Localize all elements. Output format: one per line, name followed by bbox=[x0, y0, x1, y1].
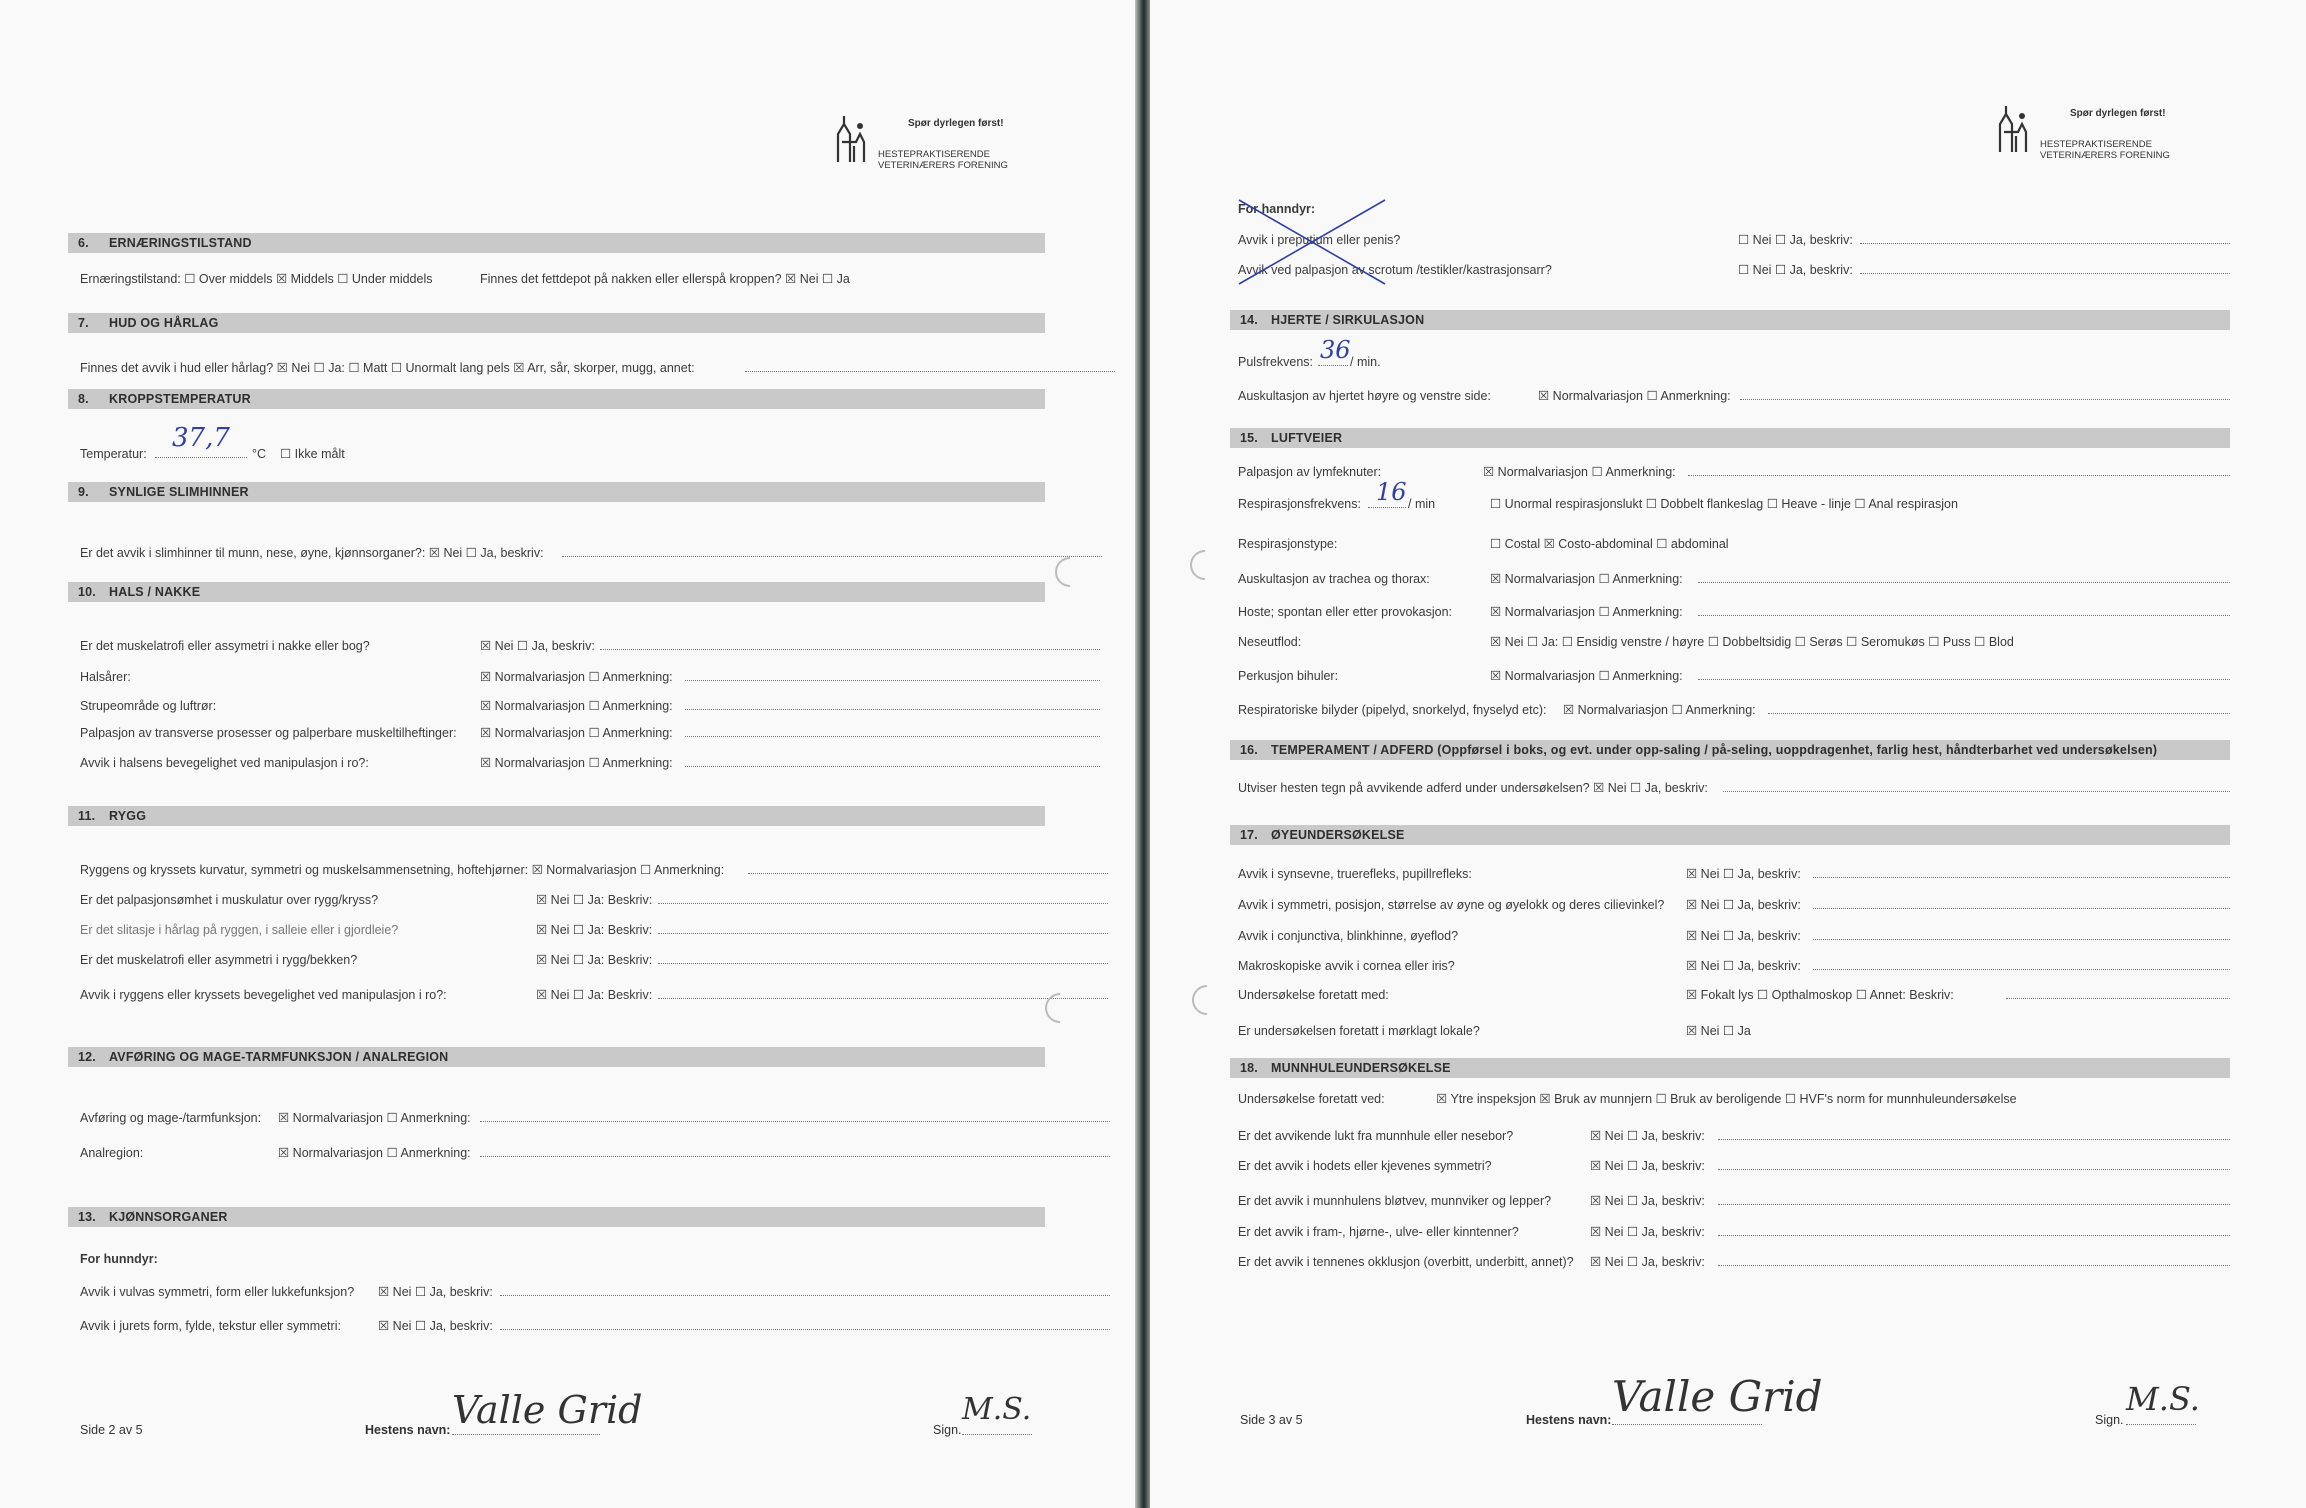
pulse-label: Pulsfrekvens: bbox=[1238, 355, 1314, 369]
not-measured-checkbox[interactable]: ☐ Ikke målt bbox=[280, 447, 345, 461]
sign-handwritten: M.S. bbox=[2126, 1380, 2200, 1418]
horse-name-handwritten: Valle Grid bbox=[452, 1388, 643, 1432]
page-number: Side 2 av 5 bbox=[80, 1423, 143, 1437]
section-header-18: 18. MUNNHULEUNDERSØKELSE bbox=[1230, 1058, 2230, 1078]
punch-hole bbox=[1184, 544, 1226, 586]
horse-rider-icon bbox=[830, 112, 870, 168]
pulse-value: 36 bbox=[1320, 336, 1351, 364]
horse-name-handwritten: Valle Grid bbox=[1612, 1372, 1823, 1421]
horse-rider-icon bbox=[1992, 102, 2032, 158]
section-header-10: 10. HALS / NAKKE bbox=[68, 582, 1045, 602]
form-page-2: Spør dyrlegen først! HESTEPRAKTISERENDE VETERINÆRERS FORENING 6. ERNÆRINGSTILSTAND Ernæringstilstand: ☐ Over middels ☒ Middels ☐ Under middels Finnes det fettdepot på nakken eller ellerspå kroppen? ☒ Nei ☐ Ja 7. HUD OG HÅRLAG Finnes det avvik i hud eller hårlag? ☒ Nei ☐ Ja: ☐ Matt ☐ Unormalt lang pels ☒ Arr, sår, skorper, mugg, annet: 8. KROPPSTEMPERATUR Temperatur: 37,7 °C ☐ Ikke målt 9. SYNLIGE SLIMHINNER Er det avvik i slimhinner til munn, nese, øyne, kjønnsorganer?: ☒ Nei ☐ Ja, beskriv: 10. HALS / NAKKE Er det muskelatrofi eller assymetri i nakke eller bog? ☒ Nei ☐ Ja, beskriv: Halsårer: ☒ Normalvariasjon ☐ Anmerkning: Strupeområde og luftrør: ☒ Normalvariasjon ☐ Anmerkning: Palpasjon av transverse prosesser og palperbare muskeltilheftinger: ☒ Normalvariasjon ☐ Anmerkning: Avvik i halsens bevegelighet ved manipulasjon i ro?: ☒ Normalvariasjon ☐ Anmerkning: 11. RYGG Ryggens og kryssets kurvatur, symmetri og muskelsammensetning, hoftehjørner: ☒ Normalvariasjon ☐ Anmerkning: Er det palpasjonsømhet i muskulatur over rygg/kryss? ☒ Nei ☐ Ja: Beskriv: Er det slitasje i hårlag på ryggen, i salleie eller i gjordleie? ☒ Nei ☐ Ja: Beskriv: Er det muskelatrofi eller asymmetri i rygg/bekken? ☒ Nei ☐ Ja: Beskriv: Avvik i ryggens eller kryssets bevegelighet ved manipulasjon i ro?: ☒ Nei ☐ Ja: Beskriv: 12. AVFØRING OG MAGE-TARMFUNKSJON / ANALREGION Avføring og mage-/tarmfunksjon: ☒ Normalvariasjon ☐ Anmerkning: Analregion: ☒ Normalvariasjon ☐ Anmerkning: 13. KJØNNSORGANER For hunndyr: Avvik i vulvas symmetri, form eller lukkefunksjon? ☒ Nei ☐ Ja, beskriv: Avvik i jurets form, fylde, tekstur eller symmetri: ☒ Nei ☐ Ja, beskriv: Side 2 av 5 Hestens navn: Valle Grid Sign. M.S. bbox=[0, 0, 1135, 1508]
nutrition-state-question[interactable]: Ernæringstilstand: ☐ Over middels ☒ Middels ☐ Under middels bbox=[80, 272, 433, 286]
temperature-label: Temperatur: bbox=[80, 447, 147, 461]
fat-deposit-question[interactable]: Finnes det fettdepot på nakken eller ellerspå kroppen? ☒ Nei ☐ Ja bbox=[480, 272, 850, 286]
page-number: Side 3 av 5 bbox=[1240, 1413, 1303, 1427]
book-binding-gutter bbox=[1135, 0, 1150, 1508]
sign-label: Sign. bbox=[933, 1423, 962, 1437]
logo-tagline: Spør dyrlegen først! bbox=[908, 118, 1004, 129]
punch-hole bbox=[1186, 979, 1228, 1021]
section-header-6: 6. ERNÆRINGSTILSTAND bbox=[68, 233, 1045, 253]
section-header-13: 13. KJØNNSORGANER bbox=[68, 1207, 1045, 1227]
temperature-unit: °C bbox=[252, 447, 267, 461]
section-header-12: 12. AVFØRING OG MAGE-TARMFUNKSJON / ANALREGION bbox=[68, 1047, 1045, 1067]
horse-name-label: Hestens navn: bbox=[365, 1423, 451, 1437]
resp-rate-value: 16 bbox=[1376, 478, 1407, 506]
mucous-membrane-notes[interactable] bbox=[562, 545, 1102, 557]
skin-coat-notes[interactable] bbox=[745, 360, 1115, 372]
skin-coat-question[interactable]: Finnes det avvik i hud eller hårlag? ☒ Nei ☐ Ja: ☐ Matt ☐ Unormalt lang pels ☒ Arr, sår, skorper, mugg, annet: bbox=[80, 361, 695, 375]
sign-handwritten: M.S. bbox=[962, 1392, 1032, 1427]
section-header-17: 17. ØYEUNDERSØKELSE bbox=[1230, 825, 2230, 845]
section-header-7: 7. HUD OG HÅRLAG bbox=[68, 313, 1045, 333]
section-header-8: 8. KROPPSTEMPERATUR bbox=[68, 389, 1045, 409]
hvf-logo bbox=[830, 112, 1030, 172]
section-header-15: 15. LUFTVEIER bbox=[1230, 428, 2230, 448]
s13-sub-male: For hanndyr: bbox=[1238, 202, 1316, 216]
hvf-logo bbox=[1992, 102, 2192, 162]
section-header-14: 14. HJERTE / SIRKULASJON bbox=[1230, 310, 2230, 330]
section-header-11: 11. RYGG bbox=[68, 806, 1045, 826]
form-page-3: Spør dyrlegen først! HESTEPRAKTISERENDE VETERINÆRERS FORENING For hanndyr: Avvik i preputium eller penis? ☐ Nei ☐ Ja, beskriv: Avvik ved palpasjon av scrotum /testikler/kastrasjonsarr? ☐ Nei ☐ Ja, beskriv: 14. HJERTE / SIRKULASJON Pulsfrekvens: 36 / min. Auskultasjon av hjertet høyre og venstre side: ☒ Normalvariasjon ☐ Anmerkning: 15. LUFTVEIER Palpasjon av lymfeknuter: ☒ Normalvariasjon ☐ Anmerkning: Respirasjonsfrekvens: 16 / min ☐ Unormal respirasjonslukt ☐ Dobbelt flankeslag ☐ Heave - linje ☐ Anal respirasjon Respirasjonstype: ☐ Costal ☒ Costo-abdominal ☐ abdominal Auskultasjon av trachea og thorax: ☒ Normalvariasjon ☐ Anmerkning: Hoste; spontan eller etter provokasjon: ☒ Normalvariasjon ☐ Anmerkning: Neseutflod: ☒ Nei ☐ Ja: ☐ Ensidig venstre / høyre ☐ Dobbeltsidig ☐ Serøs ☐ Seromukøs ☐ Puss ☐ Blod Perkusjon bihuler: ☒ Normalvariasjon ☐ Anmerkning: Respiratoriske bilyder (pipelyd, snorkelyd, fnyselyd etc): ☒ Normalvariasjon ☐ Anmerkning: 16. TEMPERAMENT / ADFERD (Oppførsel i boks, og evt. under opp-saling / på-seling, uoppdragenhet, farlig hest, håndterbarhet ved undersøkelsen) Utviser hesten tegn på avvikende adferd under undersøkelsen? ☒ Nei ☐ Ja, beskriv: 17. ØYEUNDERSØKELSE Avvik i synsevne, truerefleks, pupillrefleks: ☒ Nei ☐ Ja, beskriv: Avvik i symmetri, posisjon, størrelse av øyne og øyelokk og deres cilievinkel? ☒ Nei ☐ Ja, beskriv: Avvik i conjunctiva, blinkhinne, øyeflod? ☒ Nei ☐ Ja, beskriv: Makroskopiske avvik i cornea eller iris? ☒ Nei ☐ Ja, beskriv: Undersøkelse foretatt med: ☒ Fokalt lys ☐ Opthalmoskop ☐ Annet: Beskriv: Er undersøkelsen foretatt i mørklagt lokale? ☒ Nei ☐ Ja 18. MUNNHULEUNDERSØKELSE Undersøkelse foretatt ved: ☒ Ytre inspeksjon ☒ Bruk av munnjern ☐ Bruk av beroligende ☐ HVF's norm for munnhuleundersøkelse Er det avvikende lukt fra munnhule eller nesebor? ☒ Nei ☐ Ja, beskriv: Er det avvik i hodets eller kjevenes symmetri? ☒ Nei ☐ Ja, beskriv: Er det avvik i munnhulens bløtvev, munnviker og lepper? ☒ Nei ☐ Ja, beskriv: Er det avvik i fram-, hjørne-, ulve- eller kinntenner? ☒ Nei ☐ Ja, beskriv: Er det avvik i tennenes okklusjon (overbitt, underbitt, annet)? ☒ Nei ☐ Ja, beskriv: Side 3 av 5 Hestens navn: Valle Grid Sign. M.S. bbox=[1150, 0, 2306, 1508]
section-header-9: 9. SYNLIGE SLIMHINNER bbox=[68, 482, 1045, 502]
logo-org-line1: HESTEPRAKTISERENDE bbox=[2040, 139, 2152, 150]
logo-org-line1: HESTEPRAKTISERENDE bbox=[878, 149, 990, 160]
logo-org-line2: VETERINÆRERS FORENING bbox=[2040, 150, 2170, 161]
s13-sub-female: For hunndyr: bbox=[80, 1252, 158, 1266]
strike-through-mark bbox=[1235, 196, 1435, 286]
section-header-16: 16. TEMPERAMENT / ADFERD (Oppførsel i boks, og evt. under opp-saling / på-seling, uoppdragenhet, farlig hest, håndterbarhet ved undersøkelsen) bbox=[1230, 740, 2230, 760]
horse-name-label: Hestens navn: bbox=[1526, 1413, 1612, 1427]
punch-hole bbox=[1049, 551, 1091, 593]
pulse-unit: / min. bbox=[1350, 355, 1381, 369]
temperature-value: 37,7 bbox=[172, 423, 230, 453]
sign-label: Sign. bbox=[2095, 1413, 2124, 1427]
mucous-membrane-question[interactable]: Er det avvik i slimhinner til munn, nese, øyne, kjønnsorganer?: ☒ Nei ☐ Ja, beskriv: bbox=[80, 546, 544, 560]
logo-tagline: Spør dyrlegen først! bbox=[2070, 108, 2166, 119]
logo-org-line2: VETERINÆRERS FORENING bbox=[878, 160, 1008, 171]
